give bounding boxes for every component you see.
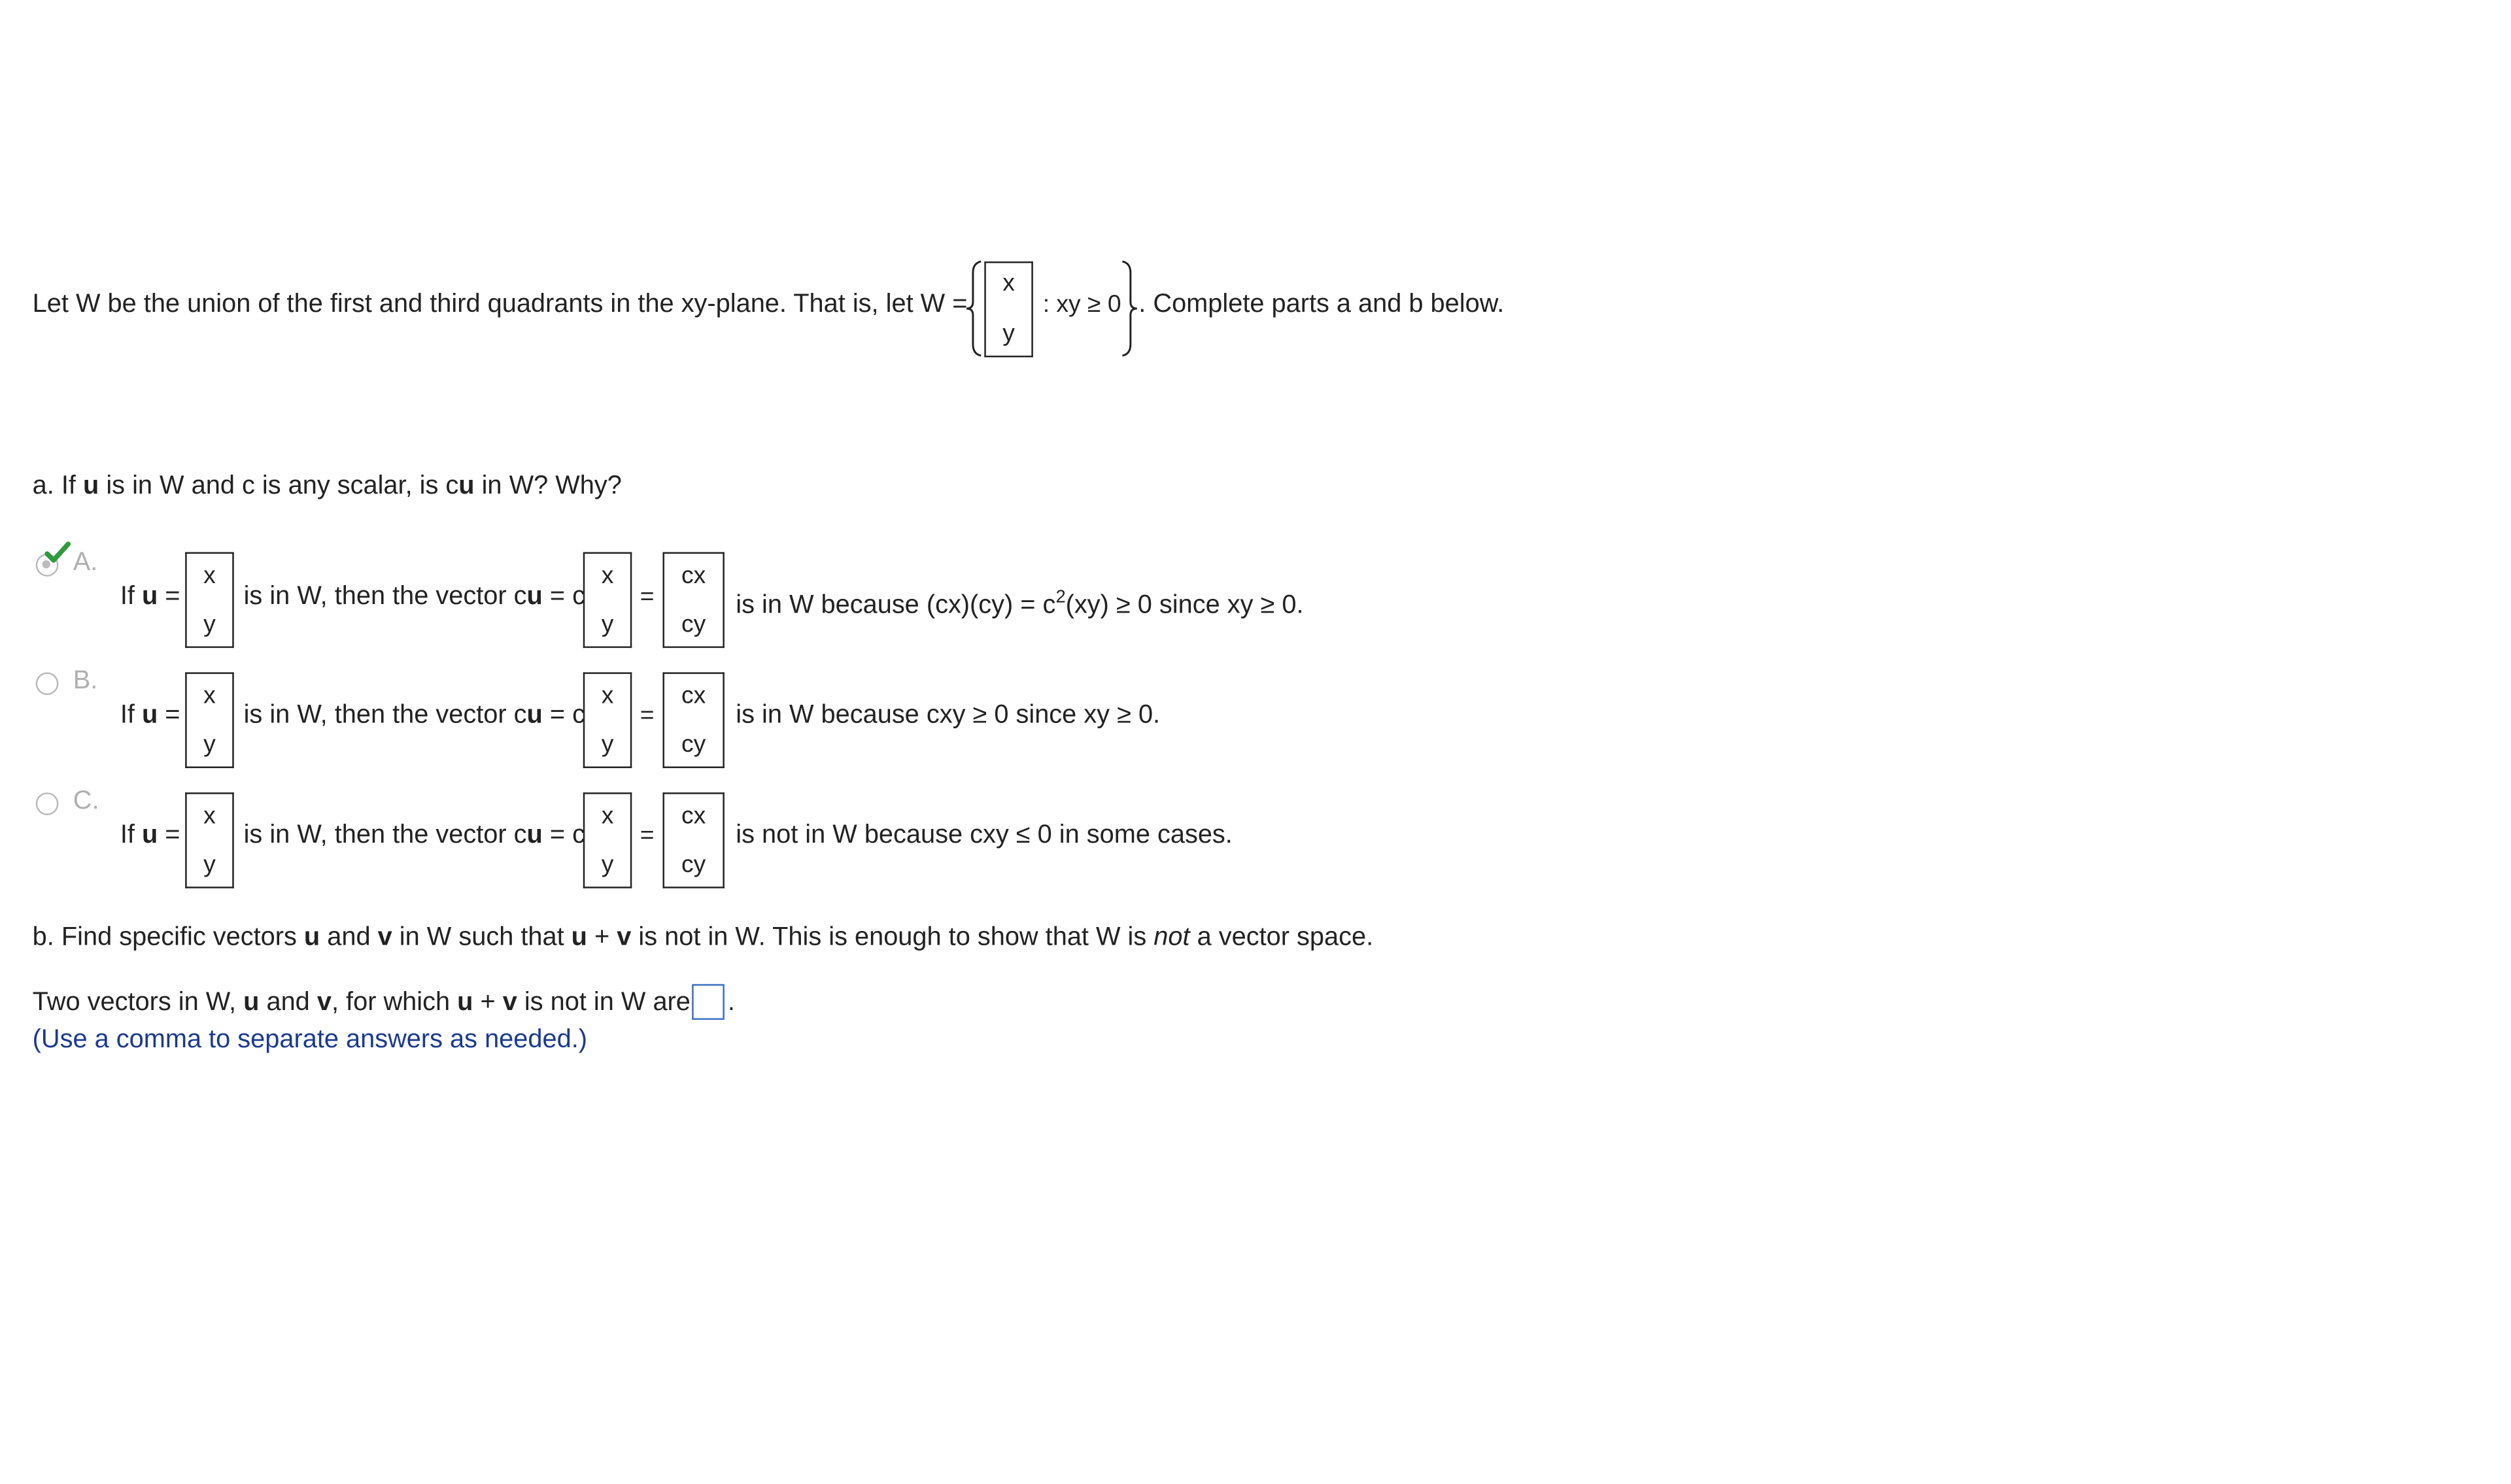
choice-b-letter: B.	[73, 667, 98, 696]
choice-b-xy-matrix: x y	[583, 672, 632, 768]
choice-c-equals: =	[640, 821, 655, 850]
set-right-brace	[1119, 260, 1138, 357]
choice-c-mid: is in W, then the vector cu = c	[243, 821, 586, 850]
question-intro: Let W be the union of the first and third quadrants in the xy-plane. That is, let W =	[32, 290, 968, 318]
choice-c-c-matrix: cx cy	[662, 792, 724, 888]
choice-a-letter: A.	[73, 548, 98, 577]
choice-c-radio[interactable]	[36, 792, 59, 815]
choice-a-equals: =	[640, 582, 655, 611]
choice-a-u-matrix: x y	[185, 552, 234, 649]
choice-c-reason: is not in W because cxy ≤ 0 in some cases.	[736, 821, 1233, 850]
choice-c-letter: C.	[73, 787, 99, 815]
checkmark-icon	[44, 541, 73, 567]
choice-b-c-matrix: cx cy	[662, 672, 724, 768]
choice-a-xy-matrix: x y	[583, 552, 632, 649]
choice-b-u-matrix: x y	[185, 672, 234, 768]
answer-hint: (Use a comma to separate answers as needed.)	[32, 1026, 587, 1054]
choice-b-equals: =	[640, 701, 655, 730]
answer-input[interactable]	[692, 984, 725, 1020]
choice-a-if: If u =	[120, 582, 180, 611]
set-condition: : xy ≥ 0	[1042, 290, 1121, 318]
choice-a-c-matrix: cx cy	[662, 552, 724, 649]
choice-c-u-matrix: x y	[185, 792, 234, 888]
choice-c-if: If u =	[120, 821, 180, 850]
question-intro-end: . Complete parts a and b below.	[1138, 290, 1505, 318]
part-a-prompt: a. If u is in W and c is any scalar, is cu in W? Why?	[32, 472, 622, 501]
choice-a-reason: is in W because $(cx)(cy) = c^2(xy) \ge 0$ since xy ≥ 0.	[736, 588, 1304, 620]
choice-b-reason: is in W because cxy ≥ 0 since xy ≥ 0.	[736, 701, 1161, 730]
answer-end-period: .	[727, 988, 735, 1017]
choice-b-if: If u =	[120, 701, 180, 730]
choice-b-radio[interactable]	[36, 672, 59, 695]
choice-a-mid: is in W, then the vector cu = c	[243, 582, 586, 611]
choice-b-mid: is in W, then the vector cu = c	[243, 701, 586, 730]
answer-prompt: Two vectors in W, u and v, for which u + v is not in W are	[32, 988, 691, 1017]
set-left-brace	[965, 260, 984, 357]
choice-c-xy-matrix: x y	[583, 792, 632, 888]
set-vector-matrix: x y	[984, 261, 1033, 358]
part-b-prompt: b. Find specific vectors u and v in W such that u + v is not in W. This is enough to show that W is not a vector space.	[32, 924, 1374, 952]
